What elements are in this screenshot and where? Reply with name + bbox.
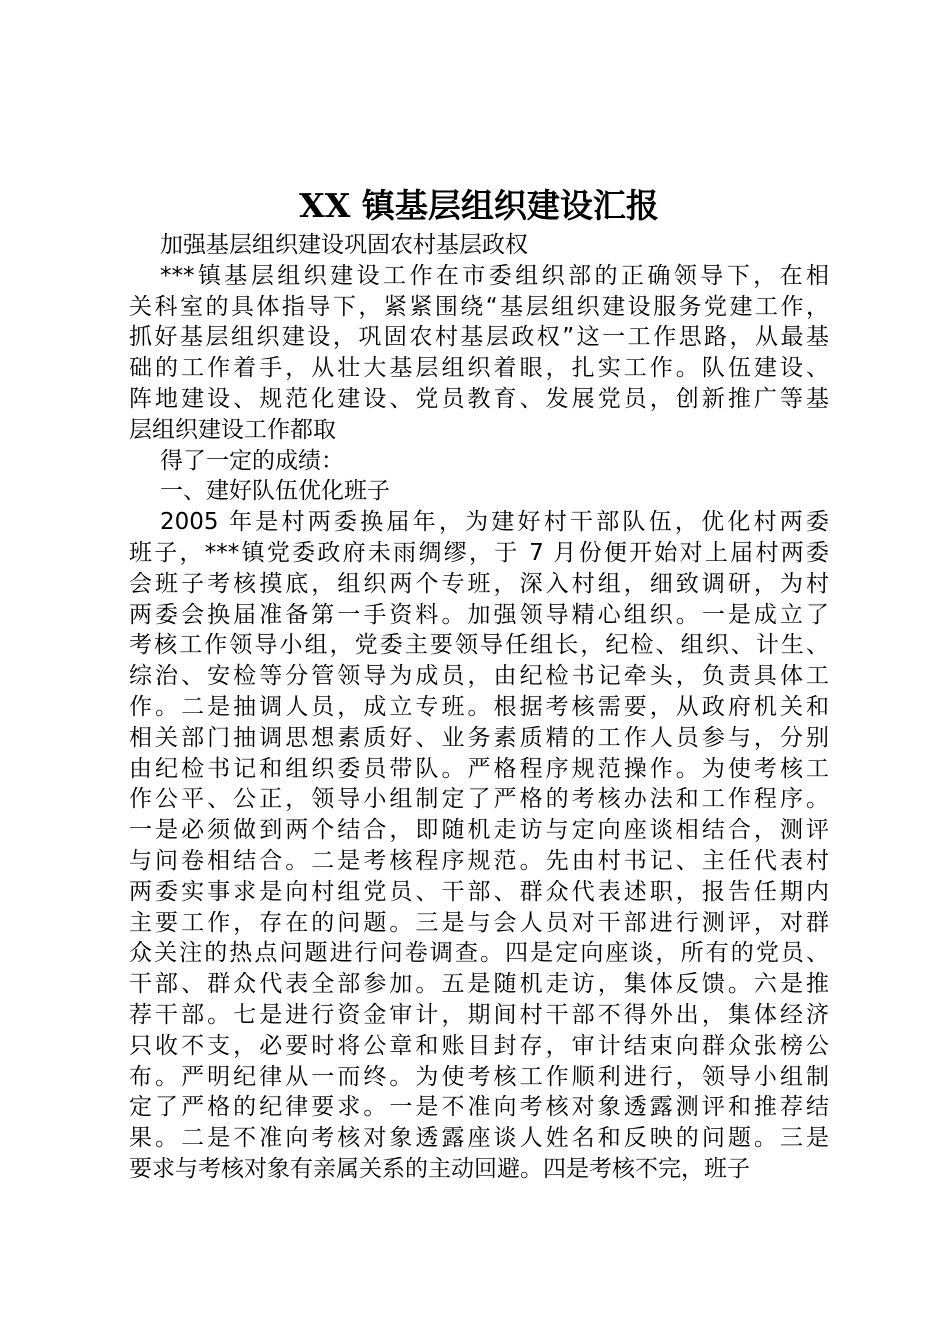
paragraph (129, 476, 829, 507)
document-title-text: 镇基层组织建设汇报 (361, 186, 659, 225)
text-line: 作公平、公正，领导小组制定了严格的考核办法和工作程序。 (129, 786, 829, 813)
text-line: ***镇基层组织建设工作在市委组织部的正确领导下，在相 (160, 262, 829, 289)
text-line: 一、建好队伍优化班子 (160, 478, 390, 505)
paragraph (129, 261, 829, 446)
text-line: 干部、群众代表全部参加。五是随机走访，集体反馈。六是推 (129, 971, 829, 998)
text-line: 得了一定的成绩： (160, 447, 344, 474)
paragraph (129, 507, 829, 1185)
document-page (129, 184, 829, 1185)
text-line: 两委实事求是向村组党员、干部、群众代表述职，报告任期内 (129, 878, 829, 905)
text-line: 层组织建设工作都取 (129, 416, 336, 443)
text-line: 考核工作领导小组，党委主要领导任组长，纪检、组织、计生、 (129, 632, 829, 659)
text-line: 抓好基层组织建设，巩固农村基层政权”这一工作思路，从最基 (129, 324, 829, 351)
text-line: 综治、安检等分管领导为成员，由纪检书记牵头，负责具体工 (129, 663, 829, 690)
paragraph (129, 230, 829, 261)
text-line: 阵地建设、规范化建设、党员教育、发展党员，创新推广等基 (129, 385, 829, 412)
text-line: 由纪检书记和组织委员带队。严格程序规范操作。为使考核工 (129, 755, 829, 782)
text-line: 定了严格的纪律要求。一是不准向考核对象透露测评和推荐结 (129, 1094, 829, 1121)
text-line: 础的工作着手，从壮大基层组织着眼，扎实工作。队伍建设、 (129, 355, 829, 382)
document-title-latin: XX (299, 186, 351, 225)
text-line: 只收不支，必要时将公章和账目封存，审计结束向群众张榜公 (129, 1032, 829, 1059)
text-line: 会班子考核摸底，组织两个专班，深入村组，细致调研，为村 (129, 570, 829, 597)
text-line: 一是必须做到两个结合，即随机走访与定向座谈相结合，测评 (129, 817, 829, 844)
text-line: 两委会换届准备第一手资料。加强领导精心组织。一是成立了 (129, 601, 829, 628)
text-line: 主要工作，存在的问题。三是与会人员对干部进行测评，对群 (129, 909, 829, 936)
text-line: 要求与考核对象有亲属关系的主动回避。四是考核不完，班子 (129, 1155, 750, 1182)
paragraph (129, 446, 829, 477)
text-line: 荐干部。七是进行资金审计，期间村干部不得外出，集体经济 (129, 1001, 829, 1028)
text-line: 2005 年是村两委换届年，为建好村干部队伍，优化村两委 (160, 509, 829, 536)
text-line: 众关注的热点问题进行问卷调查。四是定向座谈，所有的党员、 (129, 940, 829, 967)
text-line: 果。二是不准向考核对象透露座谈人姓名和反映的问题。三是 (129, 1125, 829, 1152)
document-title (129, 184, 829, 228)
text-line: 加强基层组织建设巩固农村基层政权 (160, 232, 528, 258)
text-line: 作。二是抽调人员，成立专班。根据考核需要，从政府机关和 (129, 693, 829, 720)
text-line: 班子，***镇党委政府未雨绸缪，于 7 月份便开始对上届村两委 (129, 539, 829, 566)
text-line: 相关部门抽调思想素质好、业务素质精的工作人员参与，分别 (129, 724, 829, 751)
text-line: 关科室的具体指导下，紧紧围绕“基层组织建设服务党建工作， (129, 293, 829, 320)
text-line: 与问卷相结合。二是考核程序规范。先由村书记、主任代表村 (129, 847, 829, 874)
text-line: 布。严明纪律从一而终。为使考核工作顺利进行，领导小组制 (129, 1063, 829, 1090)
document-body (129, 230, 829, 1185)
